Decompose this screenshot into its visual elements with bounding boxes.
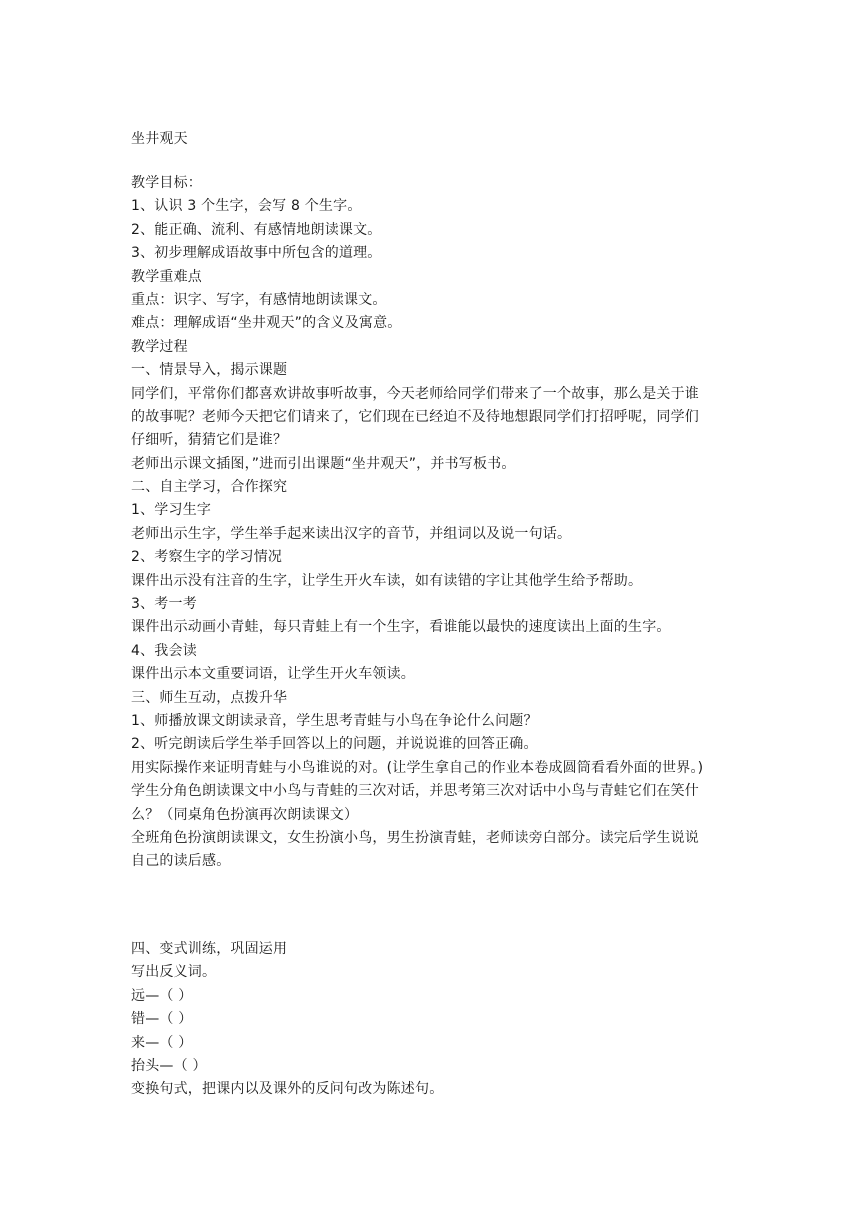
paragraph-line: 学生分角色朗读课文中小鸟与青蛙的三次对话，并思考第三次对话中小鸟与青蛙它们在笑什	[131, 783, 699, 800]
exercise-item: 抬头—（ ）	[131, 1057, 207, 1074]
sub-heading: 4、我会读	[131, 642, 197, 659]
paragraph-line: 自己的读后感。	[131, 853, 231, 870]
paragraph-line: 的故事呢？老师今天把它们请来了，它们现在已经迫不及待地想跟同学们打招呼呢，同学们	[131, 408, 699, 425]
paragraph-line: 仔细听，猜猜它们是谁？	[131, 432, 288, 449]
list-item: 1、师播放课文朗读录音，学生思考青蛙与小鸟在争论什么问题？	[131, 712, 538, 729]
paragraph-line: 课件出示本文重要词语，让学生开火车领读。	[131, 666, 415, 683]
paragraph-line: 课件出示没有注音的生字，让学生开火车读，如有读错的字让其他学生给予帮助。	[131, 572, 643, 589]
objective-line-3: 3、初步理解成语故事中所包含的道理。	[131, 245, 382, 262]
section-heading-process: 教学过程	[131, 338, 188, 355]
sub-heading: 1、学习生字	[131, 502, 212, 519]
section-heading-key-points: 教学重难点	[131, 268, 202, 285]
step-heading-1: 一、情景导入，揭示课题	[131, 362, 288, 379]
exercise-item: 来—（ ）	[131, 1034, 193, 1051]
step-heading-2: 二、自主学习，合作探究	[131, 479, 288, 496]
paragraph-line: 同学们，平常你们都喜欢讲故事听故事，今天老师给同学们带来了一个故事，那么是关于谁	[131, 385, 699, 402]
document-body-continued	[131, 938, 741, 1102]
paragraph-line: 全班角色扮演朗读课文，女生扮演小鸟，男生扮演青蛙，老师读旁白部分。读完后学生说说	[131, 829, 699, 846]
document-title: 坐井观天	[131, 131, 188, 147]
exercise-instruction: 写出反义词。	[131, 964, 217, 981]
objective-line-1: 1、认识 3 个生字，会写 8 个生字。	[131, 198, 362, 215]
sub-heading: 2、考察生字的学习情况	[131, 549, 283, 566]
key-point-line: 重点：识字、写字，有感情地朗读课文。	[131, 291, 387, 308]
paragraph-line: 用实际操作来证明青蛙与小鸟谁说的对。(让学生拿自己的作业本卷成圆筒看看外面的世界。)	[131, 759, 704, 776]
objective-line-2: 2、能正确、流利、有感情地朗读课文。	[131, 221, 382, 238]
paragraph-line: 课件出示动画小青蛙，每只青蛙上有一个生字，看谁能以最快的速度读出上面的生字。	[131, 619, 671, 636]
document-body	[131, 172, 741, 874]
exercise-item: 远—（ ）	[131, 987, 193, 1004]
step-heading-4: 四、变式训练，巩固运用	[131, 941, 288, 957]
step-heading-3: 三、师生互动，点拨升华	[131, 689, 288, 706]
exercise-instruction: 变换句式，把课内以及课外的反问句改为陈述句。	[131, 1081, 444, 1098]
section-heading-objectives: 教学目标：	[131, 175, 202, 191]
paragraph-line: 老师出示课文插图，”进而引出课题“坐井观天”，并书写板书。	[131, 455, 516, 472]
paragraph-line: 老师出示生字，学生举手起来读出汉字的音节，并组词以及说一句话。	[131, 525, 572, 542]
difficulty-line: 难点：理解成语“坐井观天”的含义及寓意。	[131, 315, 402, 332]
list-item: 2、听完朗读后学生举手回答以上的问题，并说说谁的回答正确。	[131, 736, 538, 753]
exercise-item: 错—（ ）	[131, 1011, 193, 1028]
sub-heading: 3、考一考	[131, 596, 197, 613]
document-title-block	[131, 128, 741, 151]
paragraph-line: 么？（同桌角色扮演再次朗读课文）	[131, 806, 359, 823]
